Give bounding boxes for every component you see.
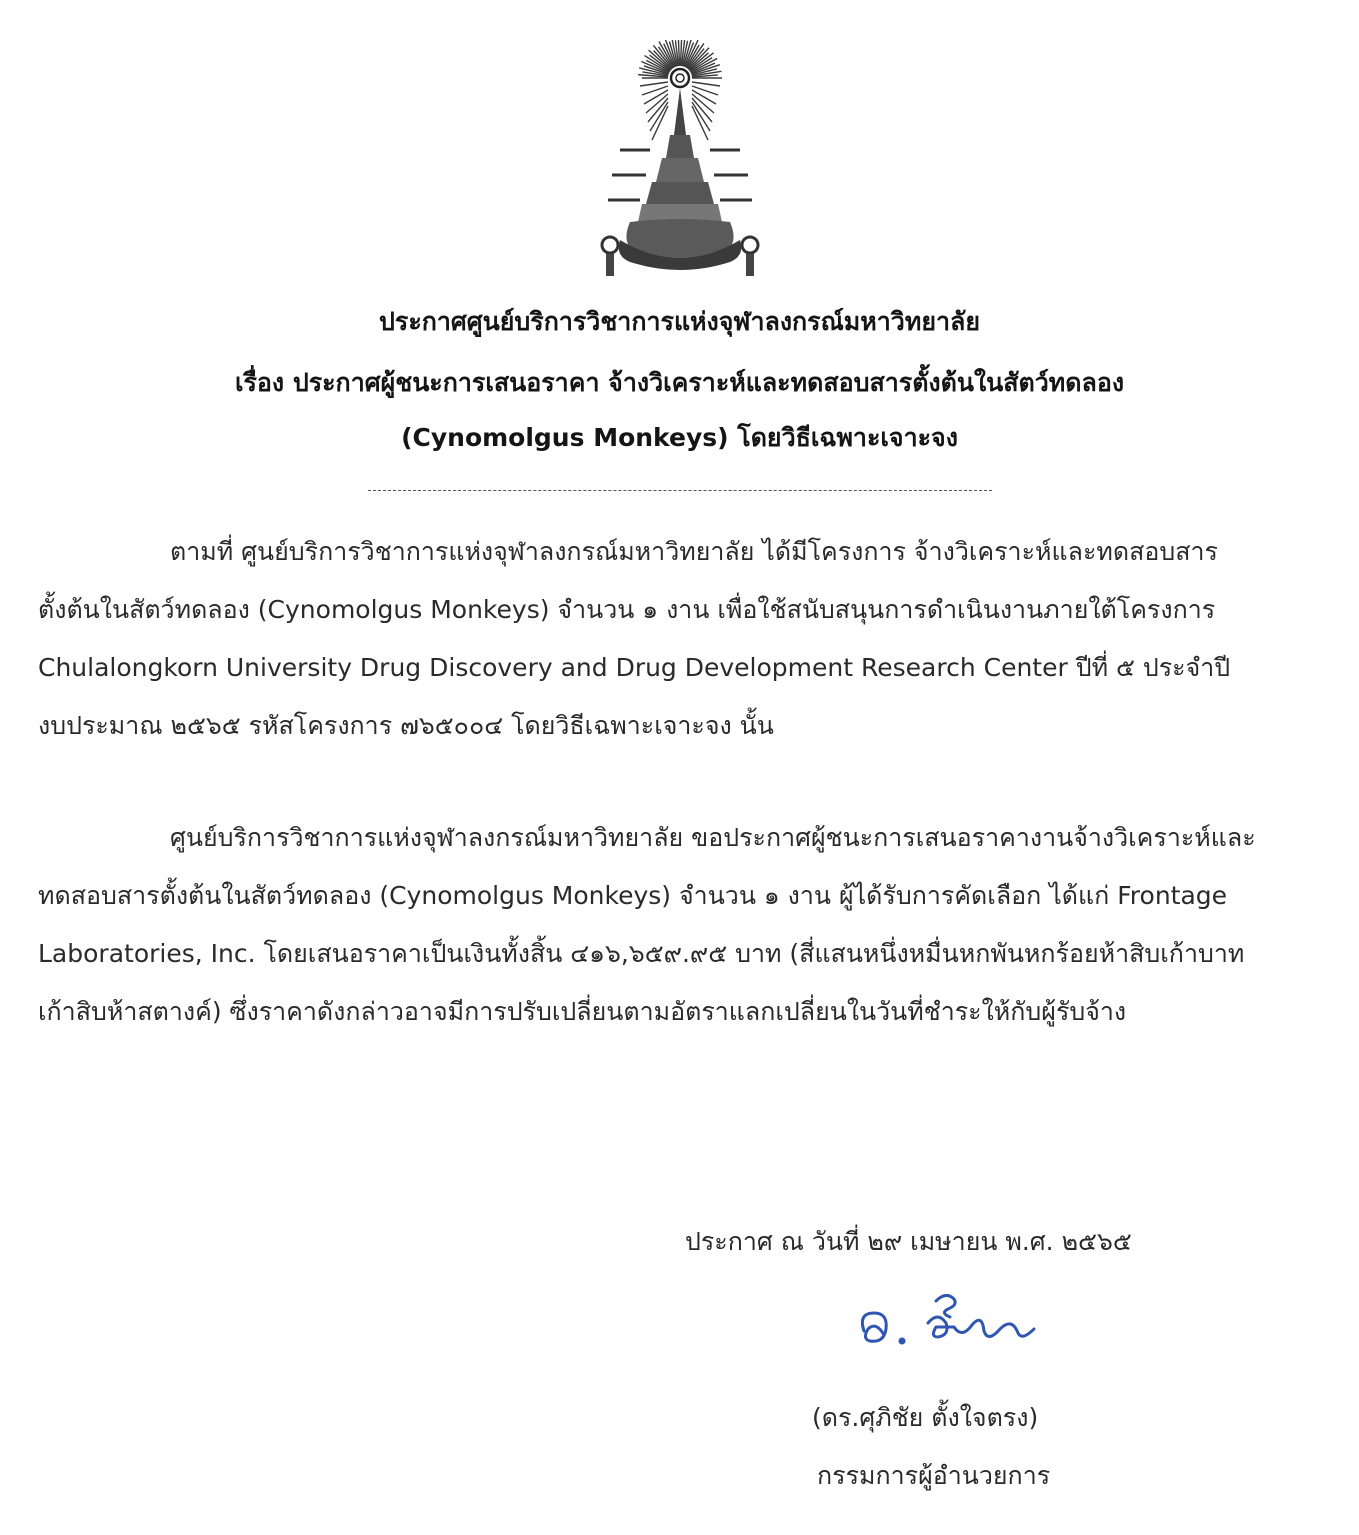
divider — [368, 490, 992, 491]
paragraph-2-line-1: ศูนย์บริการวิชาการแห่งจุฬาลงกรณ์มหาวิทยาลัย ขอประกาศผู้ชนะการเสนอราคางานจ้างวิเคราะห์และ — [170, 823, 1256, 852]
announcement-date: ประกาศ ณ วันที่ ๒๙ เมษายน พ.ศ. ๒๕๖๕ — [685, 1227, 1132, 1256]
paragraph-2-line-2: ทดสอบสารตั้งต้นในสัตว์ทดลอง (Cynomolgus Monkeys) จำนวน ๑ งาน ผู้ได้รับการคัดเลือก ได้แก่ Frontage — [38, 881, 1228, 910]
signer-name: (ดร.ศุภิชัย ตั้งใจตรง) — [812, 1403, 1039, 1432]
announcement-subject-continued: (Cynomolgus Monkeys) โดยวิธีเฉพาะเจาะจง — [401, 423, 958, 452]
paragraph-1-line-2: ตั้งต้นในสัตว์ทดลอง (Cynomolgus Monkeys) จำนวน ๑ งาน เพื่อใช้สนับสนุนการดำเนินงานภายใต้โครงการ — [38, 595, 1216, 624]
university-emblem-logo — [590, 40, 770, 285]
announcement-title: ประกาศศูนย์บริการวิชาการแห่งจุฬาลงกรณ์มหาวิทยาลัย — [379, 307, 980, 336]
signer-position: กรรมการผู้อำนวยการ — [817, 1461, 1051, 1490]
paragraph-2-line-4: เก้าสิบห้าสตางค์) ซึ่งราคาดังกล่าวอาจมีการปรับเปลี่ยนตามอัตราแลกเปลี่ยนในวันที่ชำระให้กับผู้รับจ้าง — [38, 997, 1127, 1026]
paragraph-1-line-4: งบประมาณ ๒๕๖๕ รหัสโครงการ ๗๖๕๐๐๔ โดยวิธีเฉพาะเจาะจง นั้น — [38, 711, 774, 740]
handwritten-signature — [850, 1283, 1050, 1358]
paragraph-1-line-1: ตามที่ ศูนย์บริการวิชาการแห่งจุฬาลงกรณ์มหาวิทยาลัย ได้มีโครงการ จ้างวิเคราะห์และทดสอบสาร — [170, 537, 1218, 566]
paragraph-1-line-3: Chulalongkorn University Drug Discovery and Drug Development Research Center ปีที่ ๕ ประจำปี — [38, 653, 1231, 682]
announcement-subject: เรื่อง ประกาศผู้ชนะการเสนอราคา จ้างวิเคราะห์และทดสอบสารตั้งต้นในสัตว์ทดลอง — [234, 368, 1125, 397]
paragraph-2-line-3: Laboratories, Inc. โดยเสนอราคาเป็นเงินทั้งสิ้น ๔๑๖,๖๕๙.๙๕ บาท (สี่แสนหนึ่งหมื่นหกพันหกร้อยห้าสิบเก้าบาท — [38, 939, 1245, 968]
